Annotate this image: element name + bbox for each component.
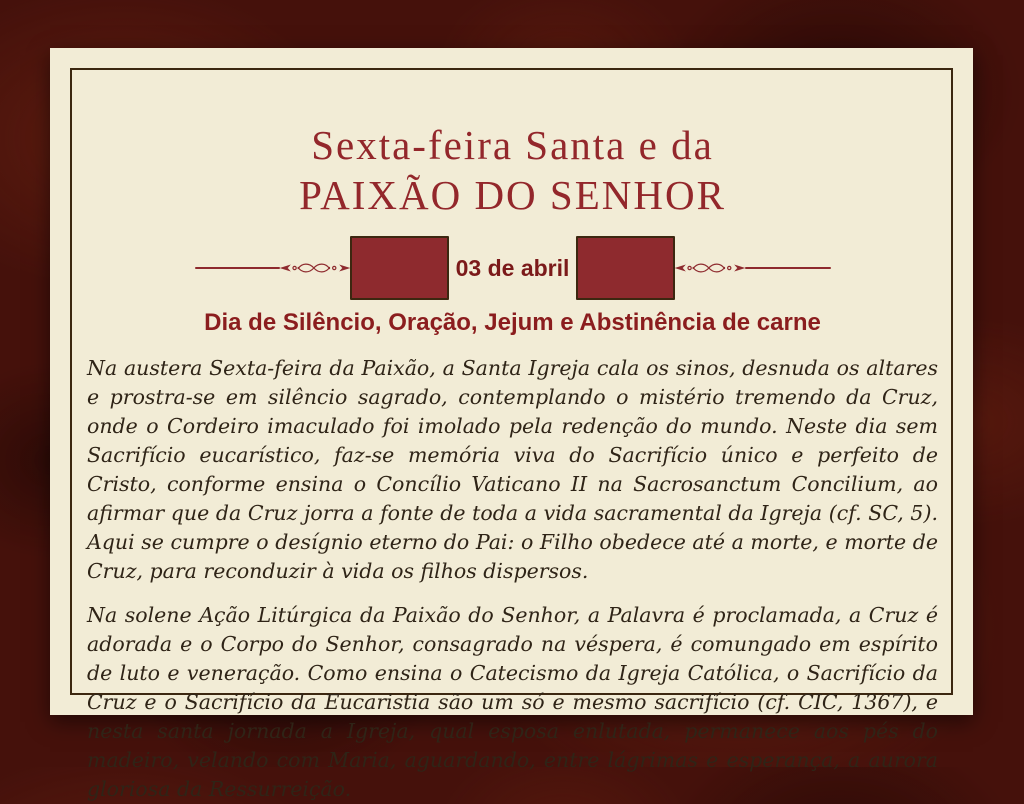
body-text [87,354,938,804]
title-line-2: PAIXÃO DO SENHOR [299,172,726,219]
date-divider [195,236,831,300]
divider-rule [745,267,831,269]
divider-rule [350,236,448,300]
page-title [87,120,938,220]
subtitle: Dia de Silêncio, Oração, Jejum e Abstinência de carne [204,309,821,337]
scroll-flourish-icon [280,259,350,277]
scroll-flourish-icon [675,259,745,277]
announcement-card [50,48,973,802]
card-inner-border [70,68,953,802]
divider-rule [576,236,674,300]
title-line-1: Sexta-feira Santa e da [311,122,714,168]
paragraph-1: Na austera Sexta-feira da Paixão, a Santa Igreja cala os sinos, desnuda os altares e prostra-se em silêncio sagrado, contemplando o mistério tremendo da Cruz, onde o Cordeiro imaculado foi imolado pela redenção do mundo. Neste dia sem Sacrifício eucarístico, faz-se memória viva do Sacrifício único e perfeito de Cristo, conforme ensina o Concílio Vaticano II na Sacrosanctum Concilium, ao afirmar que da Cruz jorra a fonte de toda a vida sacramental da Igreja (cf. SC, 5). Aqui se cumpre o desígnio eterno do Pai: o Filho obedece até a morte, e morte de Cruz, para reconduzir à vida os filhos dispersos. [87,356,938,584]
paragraph-2: Na solene Ação Litúrgica da Paixão do Senhor, a Palavra é proclamada, a Cruz é adorada e o Corpo do Senhor, consagrado na véspera, é comungado em espírito de luto e veneração. Como ensina o Catecismo da Igreja Católica, o Sacrifício da Cruz e o Sacrifício da Eucaristia são um só e mesmo sacrifício (cf. CIC, 1367), e nesta santa jornada a Igreja, qual esposa enlutada, permanece aos pés do madeiro, velando com Maria, aguardando, entre lágrimas e esperança, a aurora gloriosa da Ressurreição. [87,603,938,802]
date-label: 03 de abril [455,254,570,281]
divider-rule [195,267,281,269]
